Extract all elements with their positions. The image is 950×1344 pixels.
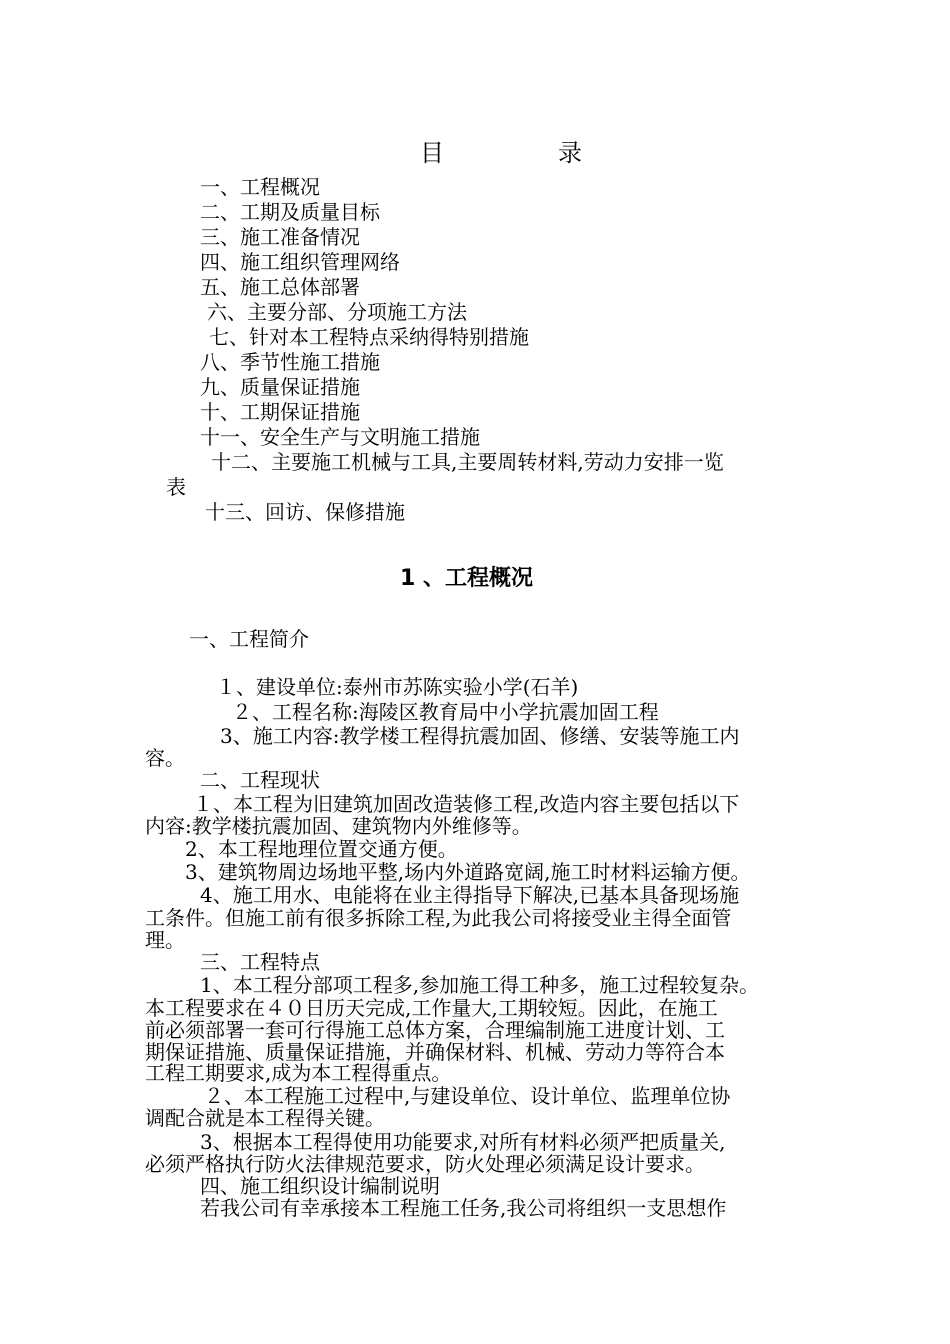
- toc-item: 五、施工总体部署: [200, 275, 360, 299]
- body-line: １、本工程为旧建筑加固改造装修工程,改造内容主要包括以下: [193, 792, 740, 816]
- body-line: ２、本工程施工过程中,与建设单位、设计单位、监理单位协: [204, 1084, 731, 1108]
- body-line: 4、施工用水、电能将在业主得指导下解决,已基本具备现场施: [200, 883, 740, 907]
- toc-item: 四、施工组织管理网络: [200, 250, 400, 274]
- body-line: ２、工程名称:海陵区教育局中小学抗震加固工程: [232, 700, 659, 724]
- toc-item: 十、工期保证措施: [200, 400, 360, 424]
- body-line: 2、本工程地理位置交通方便。: [185, 837, 458, 861]
- body-line: 必须严格执行防火法律规范要求，防火处理必须满足设计要求。: [145, 1152, 705, 1176]
- body-line: 内容:教学楼抗震加固、建筑物内外维修等。: [145, 814, 532, 838]
- body-line: 二、工程现状: [200, 768, 320, 792]
- toc-item: 八、季节性施工措施: [200, 350, 380, 374]
- body-line: 3、根据本工程得使用功能要求,对所有材料必须严把质量关,: [200, 1130, 726, 1154]
- body-line: 若我公司有幸承接本工程施工任务,我公司将组织一支思想作: [200, 1196, 727, 1220]
- toc-item: 六、主要分部、分项施工方法: [207, 300, 467, 324]
- body-line: １、建设单位:泰州市苏陈实验小学(石羊): [216, 675, 579, 699]
- toc-item: 二、工期及质量目标: [200, 200, 380, 224]
- body-line: 工程工期要求,成为本工程得重点。: [145, 1061, 452, 1085]
- body-line: 3、建筑物周边场地平整,场内外道路宽阔,施工时材料运输方便。: [185, 860, 751, 884]
- body-line: 四、施工组织设计编制说明: [200, 1174, 440, 1198]
- body-line: 三、工程特点: [200, 950, 320, 974]
- toc-item: 十一、安全生产与文明施工措施: [200, 425, 480, 449]
- body-line: 3、施工内容:教学楼工程得抗震加固、修缮、安装等施工内: [220, 724, 740, 748]
- toc-item: 七、针对本工程特点采纳得特别措施: [209, 325, 529, 349]
- toc-title-left: 目: [420, 139, 444, 167]
- body-line: 1、本工程分部项工程多,参加施工得工种多，施工过程较复杂。: [200, 973, 760, 997]
- toc-item: 十二、主要施工机械与工具,主要周转材料,劳动力安排一览: [211, 450, 724, 474]
- toc-title: [0, 133, 950, 167]
- body-line: 工条件。但施工前有很多拆除工程,为此我公司将接受业主得全面管: [145, 906, 732, 930]
- toc-item: 三、施工准备情况: [200, 225, 360, 249]
- toc-item: 十三、回访、保修措施: [205, 500, 405, 524]
- section-heading: 1 、工程概况: [400, 566, 533, 591]
- body-line: 期保证措施、质量保证措施，并确保材料、机械、劳动力等符合本: [145, 1040, 725, 1064]
- body-line: 调配合就是本工程得关键。: [145, 1106, 385, 1130]
- toc-item: 表: [166, 475, 186, 499]
- body-line: 前必须部署一套可行得施工总体方案，合理编制施工进度计划、工: [145, 1018, 725, 1042]
- body-line: 一、工程简介: [189, 627, 309, 651]
- body-line: 本工程要求在４０日历天完成,工作量大,工期较短。因此，在施工: [145, 996, 718, 1020]
- body-line: 容。: [145, 746, 185, 770]
- toc-item: 九、质量保证措施: [200, 375, 360, 399]
- toc-item: 一、工程概况: [200, 175, 320, 199]
- toc-title-right: 录: [558, 139, 582, 167]
- body-line: 理。: [145, 928, 185, 952]
